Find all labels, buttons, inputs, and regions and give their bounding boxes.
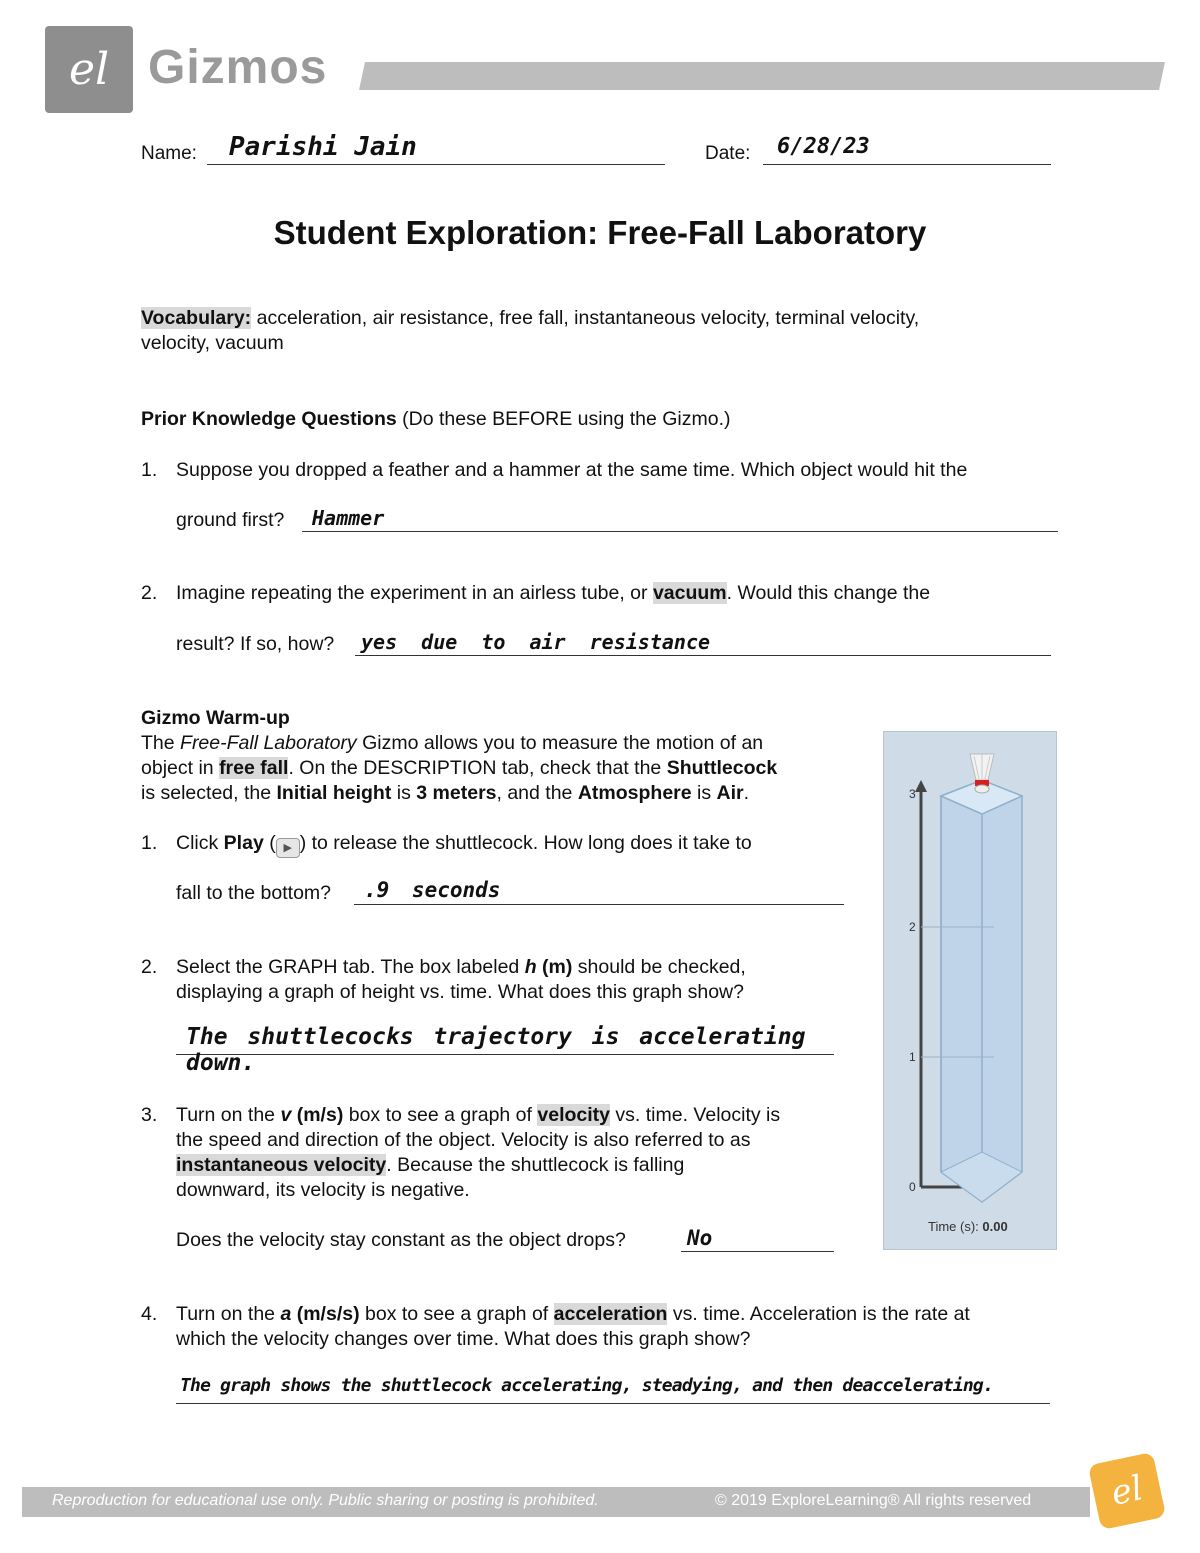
header-bar <box>359 62 1165 90</box>
name-value: Parishi Jain <box>229 132 417 162</box>
warmup-q3-answer-field[interactable] <box>681 1226 834 1252</box>
warmup-q1-number: 1. <box>141 832 158 854</box>
warmup-q2-answer: The shuttlecocks trajectory is accelerating down. <box>186 1024 806 1076</box>
warmup-q1-prompt: fall to the bottom? <box>176 882 332 904</box>
warmup-heading: Gizmo Warm-up <box>141 707 290 729</box>
name-field[interactable] <box>207 132 665 165</box>
footer-notice: Reproduction for educational use only. Public sharing or posting is prohibited. <box>52 1492 599 1509</box>
vocabulary-terms-line2: velocity, vacuum <box>141 332 284 354</box>
footer-copyright: © 2019 ExploreLearning® All rights reserved <box>715 1492 1032 1509</box>
prior-heading-text: Prior Knowledge Questions <box>141 408 397 430</box>
vocabulary-terms-line1: acceleration, air resistance, free fall, instantaneous velocity, terminal velocity, <box>256 307 920 329</box>
prior-q1-prompt: ground first? <box>176 509 285 531</box>
gizmo-name: Free-Fall Laboratory <box>180 732 357 754</box>
warmup-q3-text: Turn on the v (m/s) box to see a graph of velocity vs. time. Velocity is the speed and direction of the object. Velocity is also referred to as instantaneous velocity. Because the shuttlecock is falling downward, its velocity is negative. <box>176 1104 781 1201</box>
page-title: Student Exploration: Free-Fall Laboratory <box>273 214 927 251</box>
vocabulary-label: Vocabulary: <box>141 307 252 329</box>
prior-q2-answer: yes due to air resistance <box>361 630 711 654</box>
date-value: 6/28/23 <box>777 134 870 159</box>
prior-q1-text: Suppose you dropped a feather and a hammer at the same time. Which object would hit the <box>176 459 968 481</box>
prior-q2-text-post: . Would this change the <box>726 582 931 604</box>
warmup-q2-answer-field[interactable] <box>176 1022 834 1076</box>
warmup-q2-text: Select the GRAPH tab. The box labeled h (m) should be checked, displaying a graph of height vs. time. What does this graph show? <box>176 956 746 1003</box>
term-free-fall: free fall <box>219 757 289 779</box>
logo-mark: el <box>68 44 110 95</box>
prior-note: (Do these BEFORE using the Gizmo.) <box>402 408 731 430</box>
vocabulary <box>141 306 1061 356</box>
prior-q2-text <box>176 581 1076 606</box>
tick-2: 2 <box>909 920 916 934</box>
term-instantaneous-velocity: instantaneous velocity <box>176 1154 387 1176</box>
warmup-q1-text: Click Play ( ▶ ) to release the shuttlecock. How long does it take to <box>176 831 856 858</box>
time-readout <box>928 1219 1008 1234</box>
tick-3: 3 <box>909 787 916 801</box>
time-label: Time (s): <box>928 1219 979 1234</box>
warmup-q3-question: Does the velocity stay constant as the object drops? <box>176 1229 626 1251</box>
tick-1: 1 <box>909 1050 916 1064</box>
warmup-intro: The Free-Fall Laboratory Gizmo allows you to measure the motion of an object in free fall. On the DESCRIPTION tab, check that the Shuttlecock is selected, the Initial height is 3 meters, and the Atmosphere is Air. <box>141 732 778 804</box>
prior-q2-term: vacuum <box>652 582 727 604</box>
brand-name: Gizmos <box>148 41 328 94</box>
warmup-q4-text: Turn on the a (m/s/s) box to see a graph of acceleration vs. time. Acceleration is the rate at which the velocity changes over time. What does this graph show? <box>176 1303 970 1350</box>
prior-q1-answer-field[interactable] <box>302 506 1058 532</box>
term-velocity: velocity <box>537 1104 610 1126</box>
prior-q1-number: 1. <box>141 459 158 481</box>
prior-q1-answer: Hammer <box>312 506 385 530</box>
warmup-q2-number: 2. <box>141 956 158 978</box>
prior-knowledge-heading <box>141 407 731 432</box>
gizmos-logo <box>45 26 133 113</box>
gizmo-tube-panel <box>883 731 1057 1250</box>
term-acceleration: acceleration <box>553 1303 668 1325</box>
prior-q2-answer-field[interactable] <box>355 630 1051 656</box>
warmup-q1-answer: .9 seconds <box>364 878 501 902</box>
prior-q2-prompt: result? If so, how? <box>176 633 335 655</box>
warmup-q4-answer-field[interactable] <box>176 1373 1050 1404</box>
prior-q2-number: 2. <box>141 582 158 604</box>
prior-q2-text-pre: Imagine repeating the experiment in an airless tube, or <box>176 582 648 604</box>
warmup-q4-number: 4. <box>141 1303 158 1325</box>
warmup-q3-number: 3. <box>141 1104 158 1126</box>
warmup-q3-answer: No <box>687 1226 713 1250</box>
name-label: Name: <box>141 143 197 164</box>
explorelearning-badge-icon: el <box>1088 1452 1166 1530</box>
time-value: 0.00 <box>982 1219 1008 1234</box>
warmup-q4-answer: The graph shows the shuttlecock accelerating, steadying, and then deaccelerating. <box>180 1375 993 1396</box>
tube-illustration <box>884 732 1056 1249</box>
date-field[interactable] <box>763 136 1051 165</box>
date-label: Date: <box>705 143 751 164</box>
warmup-q1-answer-field[interactable] <box>354 878 844 905</box>
tick-0: 0 <box>909 1180 916 1194</box>
play-icon: ▶ <box>276 838 300 858</box>
